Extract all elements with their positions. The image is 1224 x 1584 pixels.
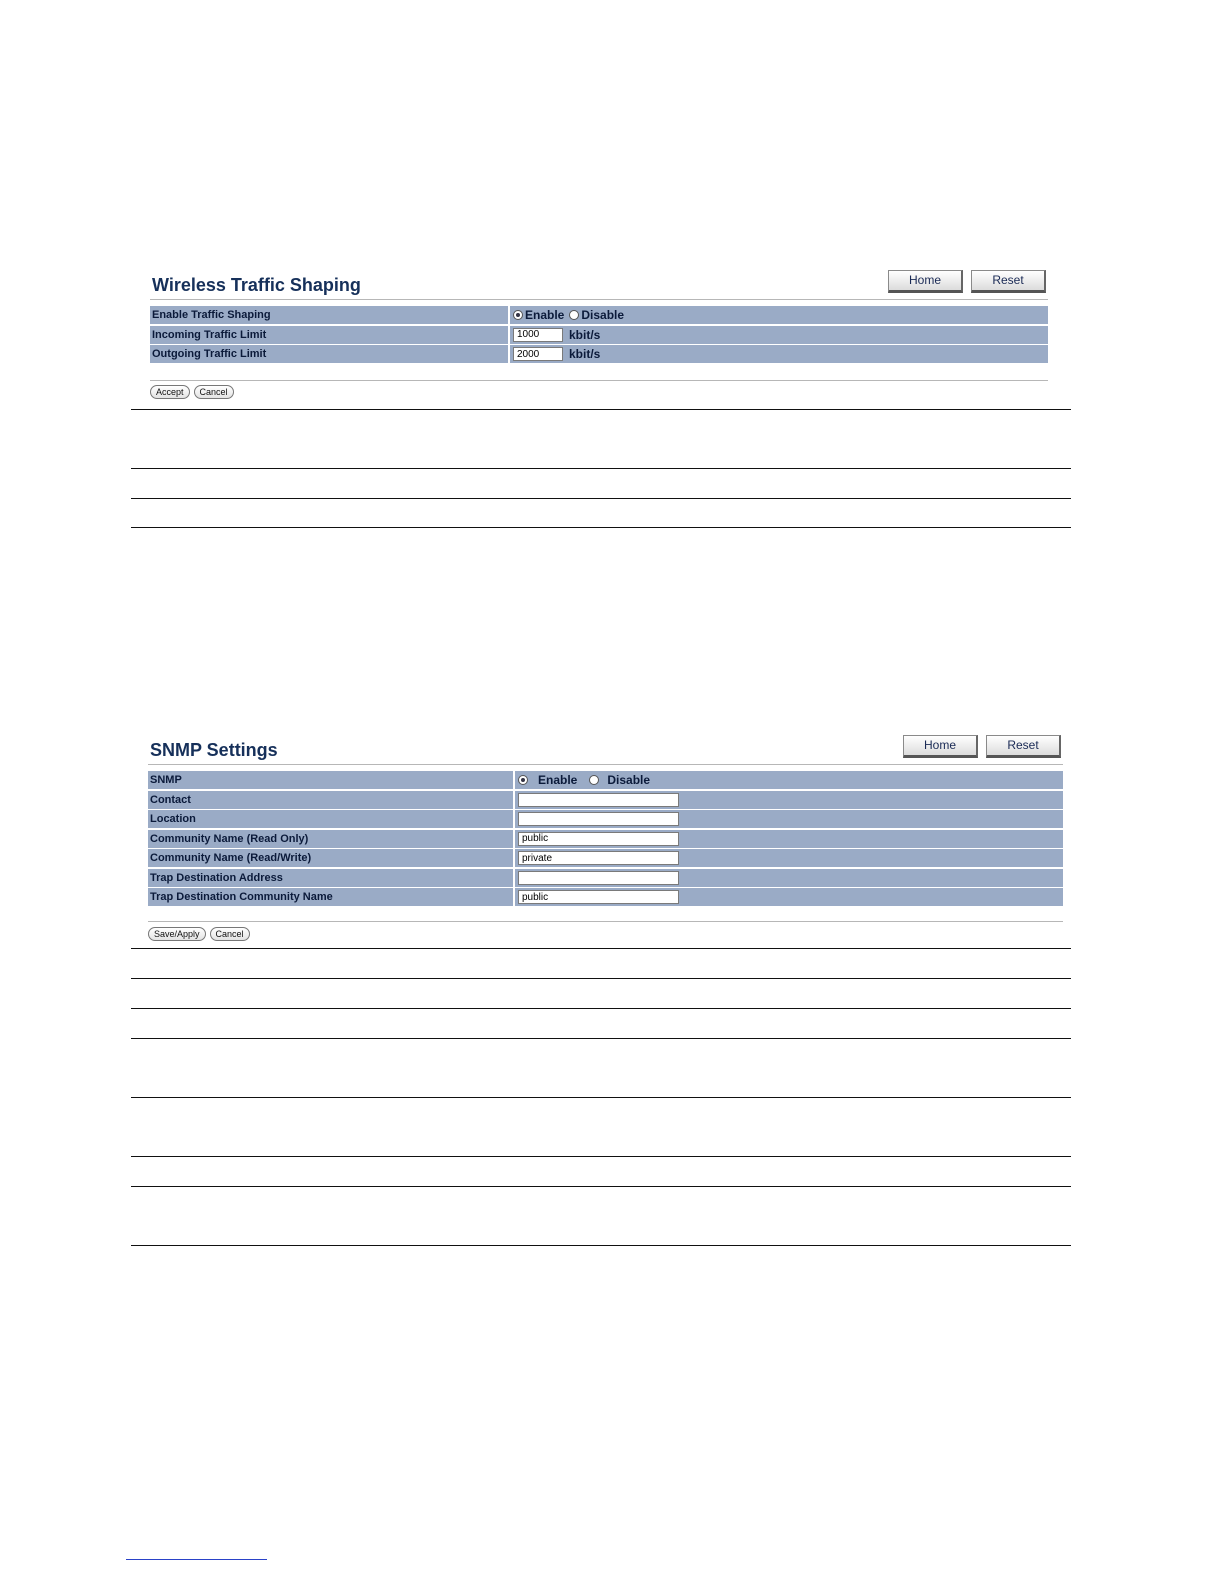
location-row bbox=[148, 810, 1063, 828]
doc-rule bbox=[131, 978, 1071, 979]
location-input[interactable] bbox=[518, 812, 679, 826]
trap-community-label: Trap Destination Community Name bbox=[148, 888, 513, 906]
snmp-action-buttons bbox=[148, 924, 254, 942]
footnote-separator bbox=[126, 1559, 267, 1560]
traffic-action-buttons bbox=[150, 382, 238, 400]
doc-rule bbox=[131, 468, 1071, 469]
doc-rule bbox=[131, 1008, 1071, 1009]
doc-rule bbox=[131, 1245, 1071, 1246]
contact-input[interactable] bbox=[518, 793, 679, 807]
save-apply-button[interactable]: Save/Apply bbox=[148, 927, 206, 941]
doc-rule bbox=[131, 1097, 1071, 1098]
ro-community-label: Community Name (Read Only) bbox=[148, 830, 513, 848]
snmp-enable-value bbox=[515, 771, 1063, 789]
snmp-enable-label: Enable bbox=[538, 773, 578, 787]
traffic-bottom-divider bbox=[150, 380, 1048, 381]
contact-value bbox=[515, 791, 1063, 809]
ro-community-input[interactable] bbox=[518, 832, 679, 846]
incoming-traffic-unit: kbit/s bbox=[569, 327, 601, 342]
doc-rule bbox=[131, 1038, 1071, 1039]
traffic-home-button[interactable]: Home bbox=[888, 270, 963, 293]
traffic-cancel-button[interactable]: Cancel bbox=[194, 385, 234, 399]
enable-traffic-shaping-label: Enable Traffic Shaping bbox=[150, 306, 508, 324]
rw-community-value bbox=[515, 849, 1063, 867]
traffic-enable-label: Enable bbox=[525, 308, 565, 322]
outgoing-traffic-row bbox=[150, 345, 1048, 363]
ro-community-row bbox=[148, 830, 1063, 848]
traffic-top-buttons bbox=[888, 270, 1046, 293]
outgoing-traffic-value bbox=[510, 345, 1048, 363]
location-label: Location bbox=[148, 810, 513, 828]
trap-community-input[interactable] bbox=[518, 890, 679, 904]
doc-rule bbox=[131, 948, 1071, 949]
snmp-label: SNMP bbox=[148, 771, 513, 789]
rw-community-input[interactable] bbox=[518, 851, 679, 865]
outgoing-traffic-unit: kbit/s bbox=[569, 347, 601, 361]
trap-community-value bbox=[515, 888, 1063, 906]
trap-address-input[interactable] bbox=[518, 871, 679, 885]
doc-rule bbox=[131, 409, 1071, 410]
rw-community-row bbox=[148, 849, 1063, 867]
snmp-enable-radio[interactable] bbox=[518, 775, 528, 785]
incoming-traffic-input[interactable] bbox=[513, 328, 563, 342]
snmp-home-button[interactable]: Home bbox=[903, 735, 978, 758]
doc-rule bbox=[131, 527, 1071, 528]
traffic-enable-radio[interactable] bbox=[513, 310, 523, 320]
contact-row bbox=[148, 791, 1063, 809]
snmp-disable-radio[interactable] bbox=[589, 775, 599, 785]
traffic-disable-label: Disable bbox=[581, 308, 625, 322]
snmp-enable-row bbox=[148, 771, 1063, 789]
snmp-settings-title: SNMP Settings bbox=[150, 740, 278, 760]
doc-rule bbox=[131, 1156, 1071, 1157]
trap-address-row bbox=[148, 869, 1063, 887]
incoming-traffic-row bbox=[150, 326, 1048, 344]
contact-label: Contact bbox=[148, 791, 513, 809]
traffic-top-divider bbox=[150, 299, 1048, 300]
outgoing-traffic-input[interactable] bbox=[513, 347, 563, 361]
traffic-shaping-title: Wireless Traffic Shaping bbox=[152, 275, 361, 295]
snmp-top-divider bbox=[148, 764, 1063, 765]
snmp-settings-table bbox=[148, 771, 1063, 908]
snmp-bottom-divider bbox=[148, 921, 1063, 922]
ro-community-value bbox=[515, 830, 1063, 848]
enable-traffic-shaping-value bbox=[510, 306, 1048, 324]
rw-community-label: Community Name (Read/Write) bbox=[148, 849, 513, 867]
doc-rule bbox=[131, 1186, 1071, 1187]
trap-address-value bbox=[515, 869, 1063, 887]
snmp-reset-button[interactable]: Reset bbox=[986, 735, 1061, 758]
incoming-traffic-label: Incoming Traffic Limit bbox=[150, 326, 508, 344]
trap-community-row bbox=[148, 888, 1063, 906]
location-value bbox=[515, 810, 1063, 828]
accept-button[interactable]: Accept bbox=[150, 385, 190, 399]
snmp-disable-label: Disable bbox=[607, 773, 651, 787]
traffic-settings-table bbox=[150, 306, 1048, 365]
snmp-top-buttons bbox=[903, 735, 1061, 758]
incoming-traffic-value bbox=[510, 326, 1048, 344]
trap-address-label: Trap Destination Address bbox=[148, 869, 513, 887]
outgoing-traffic-label: Outgoing Traffic Limit bbox=[150, 345, 508, 363]
snmp-cancel-button[interactable]: Cancel bbox=[210, 927, 250, 941]
doc-rule bbox=[131, 498, 1071, 499]
traffic-disable-radio[interactable] bbox=[569, 310, 579, 320]
enable-traffic-shaping-row bbox=[150, 306, 1048, 324]
traffic-reset-button[interactable]: Reset bbox=[971, 270, 1046, 293]
